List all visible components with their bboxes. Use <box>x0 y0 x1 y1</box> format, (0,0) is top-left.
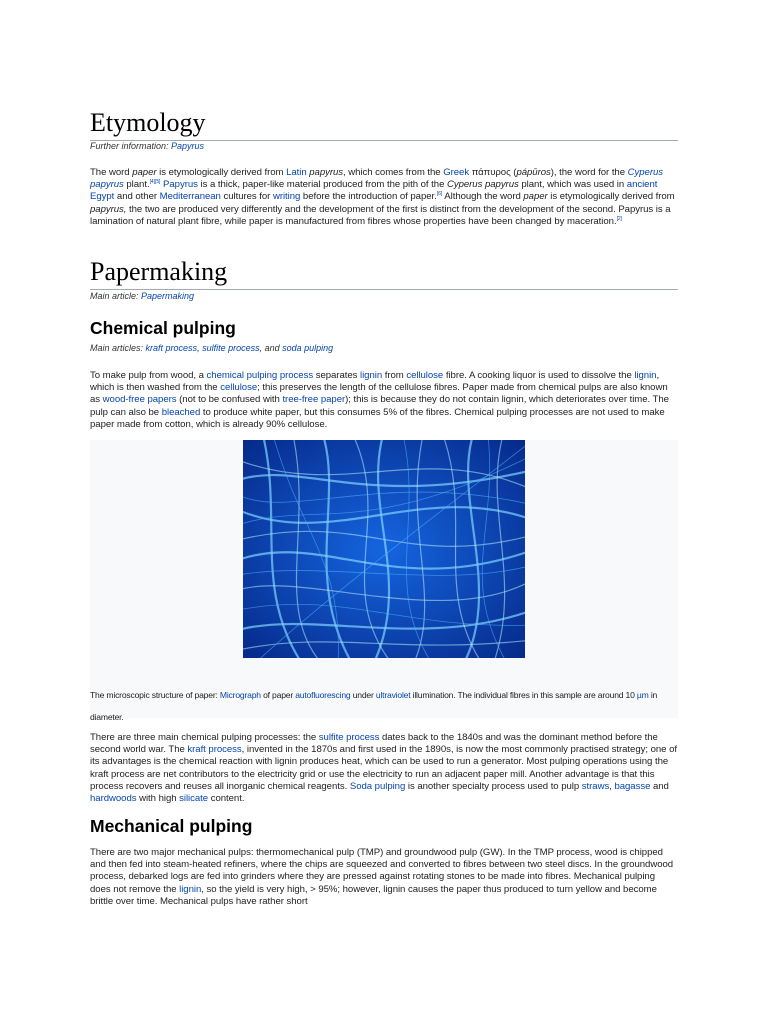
link-sulfite-process-2[interactable]: sulfite process <box>318 732 380 743</box>
link-wood-free-papers[interactable]: wood-free papers <box>102 394 177 406</box>
link-latin[interactable]: Latin <box>286 167 307 178</box>
link-hardwoods[interactable]: hardwoods <box>90 793 137 805</box>
link-lignin[interactable]: lignin <box>360 370 383 381</box>
reference-6[interactable]: [6] <box>436 191 443 198</box>
figure-caption: The microscopic structure of paper: Micrograph of paper autofluorescing under ultraviolet illumination. The individual fibres in this sample are around 10 µm in diameter. <box>90 690 658 722</box>
link-lignin-3[interactable]: lignin <box>179 883 202 895</box>
link-ultraviolet[interactable]: ultraviolet <box>375 690 411 700</box>
link-cellulose-2[interactable]: cellulose <box>220 382 258 394</box>
link-straws[interactable]: straws <box>581 780 610 792</box>
link-kraft-process[interactable]: kraft process <box>145 343 198 353</box>
heading-papermaking: Papermaking <box>90 257 678 290</box>
link-cyperus-papyrus[interactable]: Cyperus papyrus <box>90 167 663 191</box>
link-soda-pulping[interactable]: soda pulping <box>282 343 334 353</box>
paragraph-mechanical-pulping: There are two major mechanical pulps: thermomechanical pulp (TMP) and groundwood pulp (GW). In the TMP process, wood is chipped and then fed into steam-heated refiners, where the chips are squeezed and converted to fibres between two steel discs. In the groundwood process, debarked logs are fed into grinders where they are pressed against rotating stones to be made into fibres. Mechanical pulping does not remove the lignin, so the yield is very high, > 95%; however, lignin causes the paper thus produced to turn yellow and become brittle over time. Mechanical pulps have rather short <box>90 847 674 907</box>
hatnote-chemical-pulping: Main articles: kraft process, sulfite process, and soda pulping <box>90 343 334 353</box>
paragraph-chemical-pulping-1: To make pulp from wood, a chemical pulping process separates lignin from cellulose fibre. A cooking liquor is used to dissolve the lignin, which is then washed from the cellulose; this preserves the length of the cellulose fibres. Paper made from chemical pulps are also known as wood-free papers (not to be confused with tree-free paper); this is because they do not contain lignin, which deteriorates over time. The pulp can also be bleached to produce white paper, but this consumes 5% of the fibres. Chemical pulping processes are not used to make paper made from cotton, which is already 90% cellulose. <box>90 370 669 430</box>
link-papyrus-inline[interactable]: Papyrus <box>163 179 198 191</box>
reference-2[interactable]: [2] <box>616 215 622 222</box>
link-chemical-pulping-process[interactable]: chemical pulping process <box>206 370 314 381</box>
link-micrometre[interactable]: µm <box>636 690 649 700</box>
link-cellulose[interactable]: cellulose <box>406 370 444 381</box>
heading-etymology: Etymology <box>90 108 678 141</box>
heading-mechanical-pulping: Mechanical pulping <box>90 816 253 836</box>
micrograph-image[interactable] <box>243 440 525 658</box>
link-mediterranean[interactable]: Mediterranean <box>159 191 221 203</box>
link-writing[interactable]: writing <box>272 191 301 203</box>
link-autofluorescing[interactable]: autofluorescing <box>295 690 351 700</box>
link-kraft-process-2[interactable]: kraft process <box>187 744 242 756</box>
hatnote-etymology: Further information: Papyrus <box>90 141 205 151</box>
heading-chemical-pulping: Chemical pulping <box>90 318 236 338</box>
link-sulfite-process[interactable]: sulfite process <box>202 343 260 353</box>
link-silicate[interactable]: silicate <box>179 793 209 805</box>
link-lignin-2[interactable]: lignin <box>634 370 657 381</box>
link-tree-free-paper[interactable]: tree-free paper <box>282 394 346 406</box>
paragraph-etymology: The word paper is etymologically derived from Latin papyrus, which comes from the Greek πάπυρος (pápūros), the word for the Cyperus papyrus plant.[4][5] Papyrus is a thick, paper-like material produced from the pith of the Cyperus papyrus plant, which was used in ancient Egypt and other Mediterranean cultures for writing before the introduction of paper.[6] Although the word paper is etymologically derived from papyrus, the two are produced very differently and the development of the first is distinct from the development of the second. Papyrus is a lamination of natural plant fibre, while paper is manufactured from fibres whose properties have been changed by maceration.[2] <box>90 167 675 227</box>
link-papyrus[interactable]: Papyrus <box>171 141 205 151</box>
link-ancient-egypt[interactable]: ancient Egypt <box>90 179 658 203</box>
hatnote-papermaking: Main article: Papermaking <box>90 291 195 301</box>
link-bagasse[interactable]: bagasse <box>614 780 651 792</box>
link-soda-pulping-2[interactable]: Soda pulping <box>349 780 406 792</box>
paragraph-chemical-pulping-2: There are three main chemical pulping processes: the sulfite process dates back to the 1840s and was the dominant method before the second world war. The kraft process, invented in the 1870s and first used in the 1890s, is now the most commonly practised strategy; one of its advantages is the chemical reaction with lignin produces heat, which can be used to run a generator. Most pulping operations using the kraft process are net contributors to the electricity grid or use the electricity to run an adjacent paper mill. Another advantage is that this process recovers and reuses all inorganic chemical reagents. Soda pulping is another specialty process used to pulp straws, bagasse and hardwoods with high silicate content. <box>90 732 677 805</box>
figure-micrograph <box>90 440 678 722</box>
reference-4-5[interactable]: [4][5] <box>149 179 161 186</box>
link-bleached[interactable]: bleached <box>161 406 201 418</box>
link-papermaking[interactable]: Papermaking <box>141 291 195 301</box>
link-micrograph[interactable]: Micrograph <box>219 690 261 700</box>
link-greek[interactable]: Greek <box>443 167 470 178</box>
